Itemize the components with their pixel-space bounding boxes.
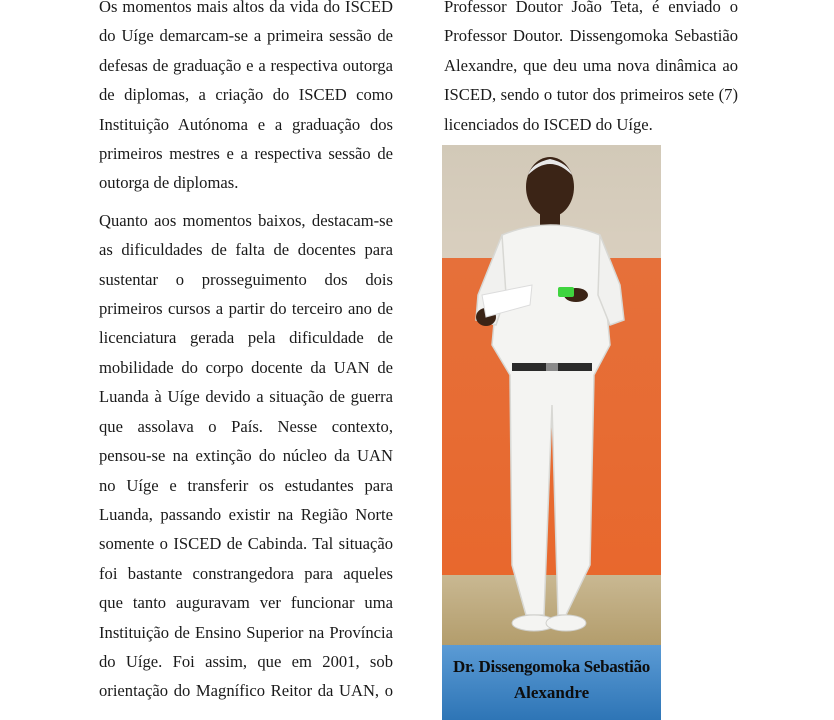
low-moments-line: foi bastante constrangedora para aqueles <box>99 563 393 583</box>
left-text-column <box>99 0 393 706</box>
professor-line: Professor Doutor João Teta, é enviado o <box>444 0 738 16</box>
low-moments-line: Quanto aos momentos baixos, destacam-se <box>99 210 393 230</box>
right-text-column <box>444 0 738 139</box>
highlights-line: outorga de diplomas. <box>99 173 239 193</box>
professor-line: licenciados do ISCED do Uíge. <box>444 114 653 134</box>
caption-name-line1: Dr. Dissengomoka Sebastião <box>452 657 650 676</box>
low-moments-line: licenciatura gerada pela dificuldade de <box>99 328 393 348</box>
low-moments-line: Luanda à Uíge devido a situação de guerra <box>99 387 393 407</box>
professor-line: Alexandre, que deu uma nova dinâmica ao <box>444 55 738 75</box>
low-moments-line: que tanto auguravam ver funcionar uma <box>99 593 393 613</box>
highlights-line: Os momentos mais altos da vida do ISCED <box>99 0 393 16</box>
paragraph-low-moments <box>99 206 393 706</box>
highlights-line: Instituição Autónoma e a graduação dos <box>99 114 393 134</box>
low-moments-line: sustentar o prosseguimento dos dois <box>99 269 393 289</box>
low-moments-line: primeiros cursos a partir do terceiro ano de <box>99 299 393 319</box>
highlights-line: primeiros mestres e a respectiva sessão de <box>99 144 393 164</box>
highlights-line: defesas de graduação e a respectiva outorga <box>99 55 393 75</box>
paragraph-professor <box>444 0 738 139</box>
low-moments-line: do Uíge. Foi assim, que em 2001, sob <box>99 651 393 671</box>
low-moments-line: somente o ISCED de Cabinda. Tal situação <box>99 534 393 554</box>
highlights-line: do Uíge demarcam-se a primeira sessão de <box>99 26 393 46</box>
low-moments-line: no Uíge e transferir os estudantes para <box>99 475 393 495</box>
low-moments-line: Luanda, passando existir na Região Norte <box>99 504 393 524</box>
low-moments-line: mobilidade do corpo docente da UAN de <box>99 357 393 377</box>
highlights-line: de diplomas, a criação do ISCED como <box>99 85 393 105</box>
low-moments-line: orientação do Magnífico Reitor da UAN, o <box>99 681 393 701</box>
low-moments-line: Instituição de Ensino Superior na Província <box>99 622 393 642</box>
photo-caption <box>442 645 661 720</box>
paragraph-highlights <box>99 0 393 198</box>
caption-name-line2: Alexandre <box>513 683 590 702</box>
low-moments-line: as dificuldades de falta de docentes para <box>99 240 393 260</box>
professor-line: Professor Doutor. Dissengomoka Sebastião <box>444 26 738 46</box>
portrait-photo <box>442 145 661 645</box>
low-moments-line: que assolava o País. Nesse contexto, <box>99 416 393 436</box>
person-figure <box>442 145 661 645</box>
professor-line: ISCED, sendo o tutor dos primeiros sete (7) <box>444 85 738 105</box>
low-moments-line: pensou-se na extinção do núcleo da UAN <box>99 446 393 466</box>
